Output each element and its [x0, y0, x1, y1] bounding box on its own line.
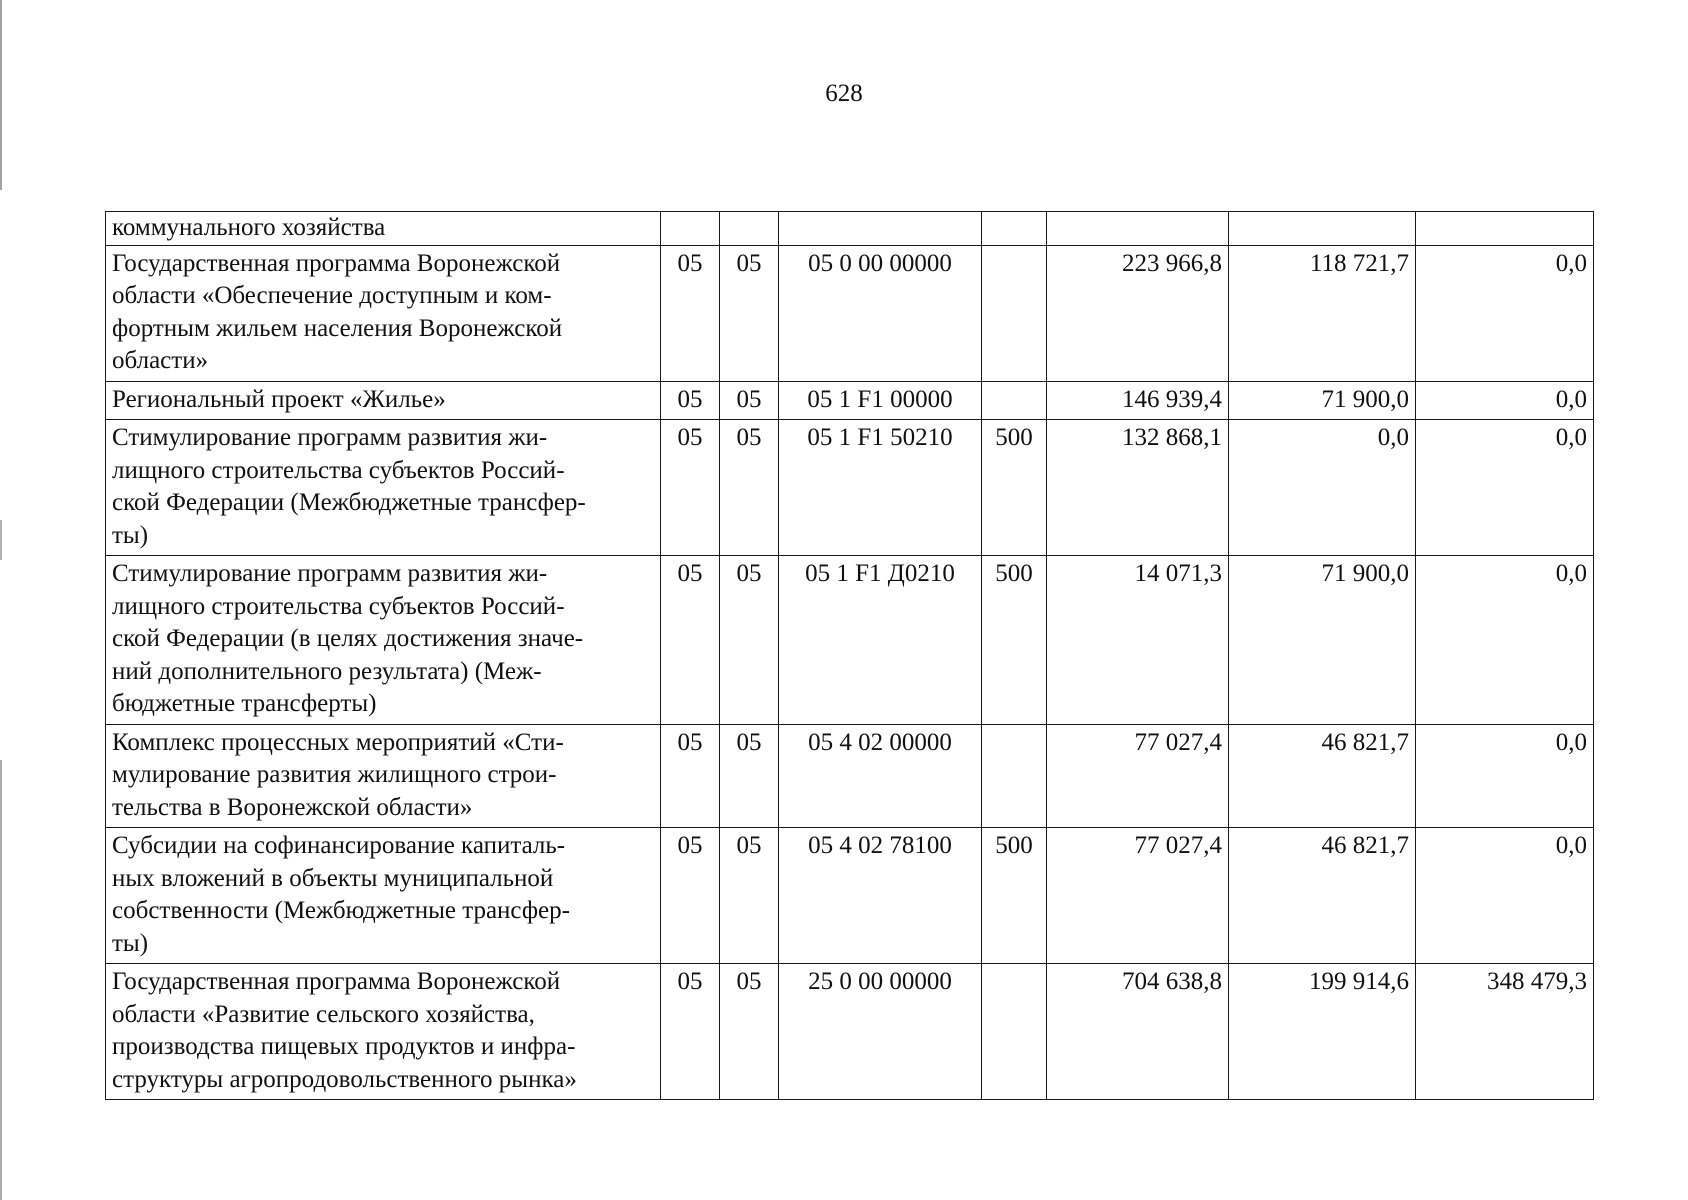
section-code-cell: 05	[661, 245, 720, 381]
amount-2-cell: 46 821,7	[1229, 724, 1416, 828]
target-article-cell: 05 4 02 78100	[779, 828, 982, 964]
amount-2-cell	[1229, 212, 1416, 246]
row-name-cell: Стимулирование программ развития жи- лищного строительства субъектов Россий- ской Федерации (Межбюджетные трансфер- ты)	[106, 420, 661, 556]
target-article-cell: 25 0 00 00000	[779, 964, 982, 1100]
table-row	[106, 724, 1594, 828]
amount-1-cell: 14 071,3	[1047, 556, 1229, 725]
subsection-code-cell: 05	[720, 556, 779, 725]
table-row	[106, 964, 1594, 1100]
expense-type-cell	[982, 245, 1047, 381]
amount-3-cell: 0,0	[1416, 245, 1594, 381]
subsection-code-cell: 05	[720, 245, 779, 381]
amount-2-cell: 46 821,7	[1229, 828, 1416, 964]
row-name-cell: Государственная программа Воронежской области «Обеспечение доступным и ком- фортным жильем населения Воронежской области»	[106, 245, 661, 381]
amount-1-cell: 77 027,4	[1047, 724, 1229, 828]
row-name-cell: Субсидии на софинансирование капиталь- ных вложений в объекты муниципальной собственности (Межбюджетные трансфер- ты)	[106, 828, 661, 964]
subsection-code-cell: 05	[720, 828, 779, 964]
section-code-cell: 05	[661, 420, 720, 556]
table-row	[106, 556, 1594, 725]
expense-type-cell: 500	[982, 828, 1047, 964]
amount-2-cell: 71 900,0	[1229, 556, 1416, 725]
amount-2-cell: 0,0	[1229, 420, 1416, 556]
amount-2-cell: 71 900,0	[1229, 381, 1416, 420]
subsection-code-cell: 05	[720, 964, 779, 1100]
amount-2-cell: 118 721,7	[1229, 245, 1416, 381]
target-article-cell: 05 0 00 00000	[779, 245, 982, 381]
section-code-cell: 05	[661, 556, 720, 725]
amount-1-cell: 223 966,8	[1047, 245, 1229, 381]
section-code-cell: 05	[661, 964, 720, 1100]
table-row	[106, 245, 1594, 381]
section-code-cell: 05	[661, 724, 720, 828]
expense-type-cell	[982, 964, 1047, 1100]
amount-3-cell: 0,0	[1416, 724, 1594, 828]
amount-1-cell: 132 868,1	[1047, 420, 1229, 556]
scan-edge-shadow	[0, 0, 2, 1200]
expense-type-cell: 500	[982, 556, 1047, 725]
table-row	[106, 212, 1594, 246]
subsection-code-cell: 05	[720, 420, 779, 556]
subsection-code-cell: 05	[720, 381, 779, 420]
amount-1-cell: 146 939,4	[1047, 381, 1229, 420]
table-row	[106, 381, 1594, 420]
target-article-cell: 05 1 F1 Д0210	[779, 556, 982, 725]
page-number: 628	[825, 80, 863, 107]
target-article-cell: 05 1 F1 00000	[779, 381, 982, 420]
amount-3-cell: 0,0	[1416, 556, 1594, 725]
amount-1-cell	[1047, 212, 1229, 246]
amount-3-cell: 348 479,3	[1416, 964, 1594, 1100]
amount-2-cell: 199 914,6	[1229, 964, 1416, 1100]
section-code-cell: 05	[661, 828, 720, 964]
subsection-code-cell: 05	[720, 724, 779, 828]
section-code-cell	[661, 212, 720, 246]
table-row	[106, 420, 1594, 556]
expense-type-cell: 500	[982, 420, 1047, 556]
budget-table	[105, 211, 1594, 1100]
row-name-cell: Комплекс процессных мероприятий «Сти- мулирование развития жилищного строи- тельства в Воронежской области»	[106, 724, 661, 828]
amount-3-cell	[1416, 212, 1594, 246]
row-name-cell: Государственная программа Воронежской области «Развитие сельского хозяйства, производства пищевых продуктов и инфра- структуры агропродовольственного рынка»	[106, 964, 661, 1100]
amount-3-cell: 0,0	[1416, 828, 1594, 964]
target-article-cell	[779, 212, 982, 246]
target-article-cell: 05 4 02 00000	[779, 724, 982, 828]
expense-type-cell	[982, 212, 1047, 246]
section-code-cell: 05	[661, 381, 720, 420]
subsection-code-cell	[720, 212, 779, 246]
row-name-cell: Региональный проект «Жилье»	[106, 381, 661, 420]
target-article-cell: 05 1 F1 50210	[779, 420, 982, 556]
expense-type-cell	[982, 724, 1047, 828]
amount-3-cell: 0,0	[1416, 420, 1594, 556]
row-name-cell: коммунального хозяйства	[106, 212, 661, 246]
table-row	[106, 828, 1594, 964]
row-name-cell: Стимулирование программ развития жи- лищного строительства субъектов Россий- ской Федерации (в целях достижения значе- ний дополнительного результата) (Меж- бюджетные трансферты)	[106, 556, 661, 725]
amount-3-cell: 0,0	[1416, 381, 1594, 420]
amount-1-cell: 704 638,8	[1047, 964, 1229, 1100]
expense-type-cell	[982, 381, 1047, 420]
amount-1-cell: 77 027,4	[1047, 828, 1229, 964]
